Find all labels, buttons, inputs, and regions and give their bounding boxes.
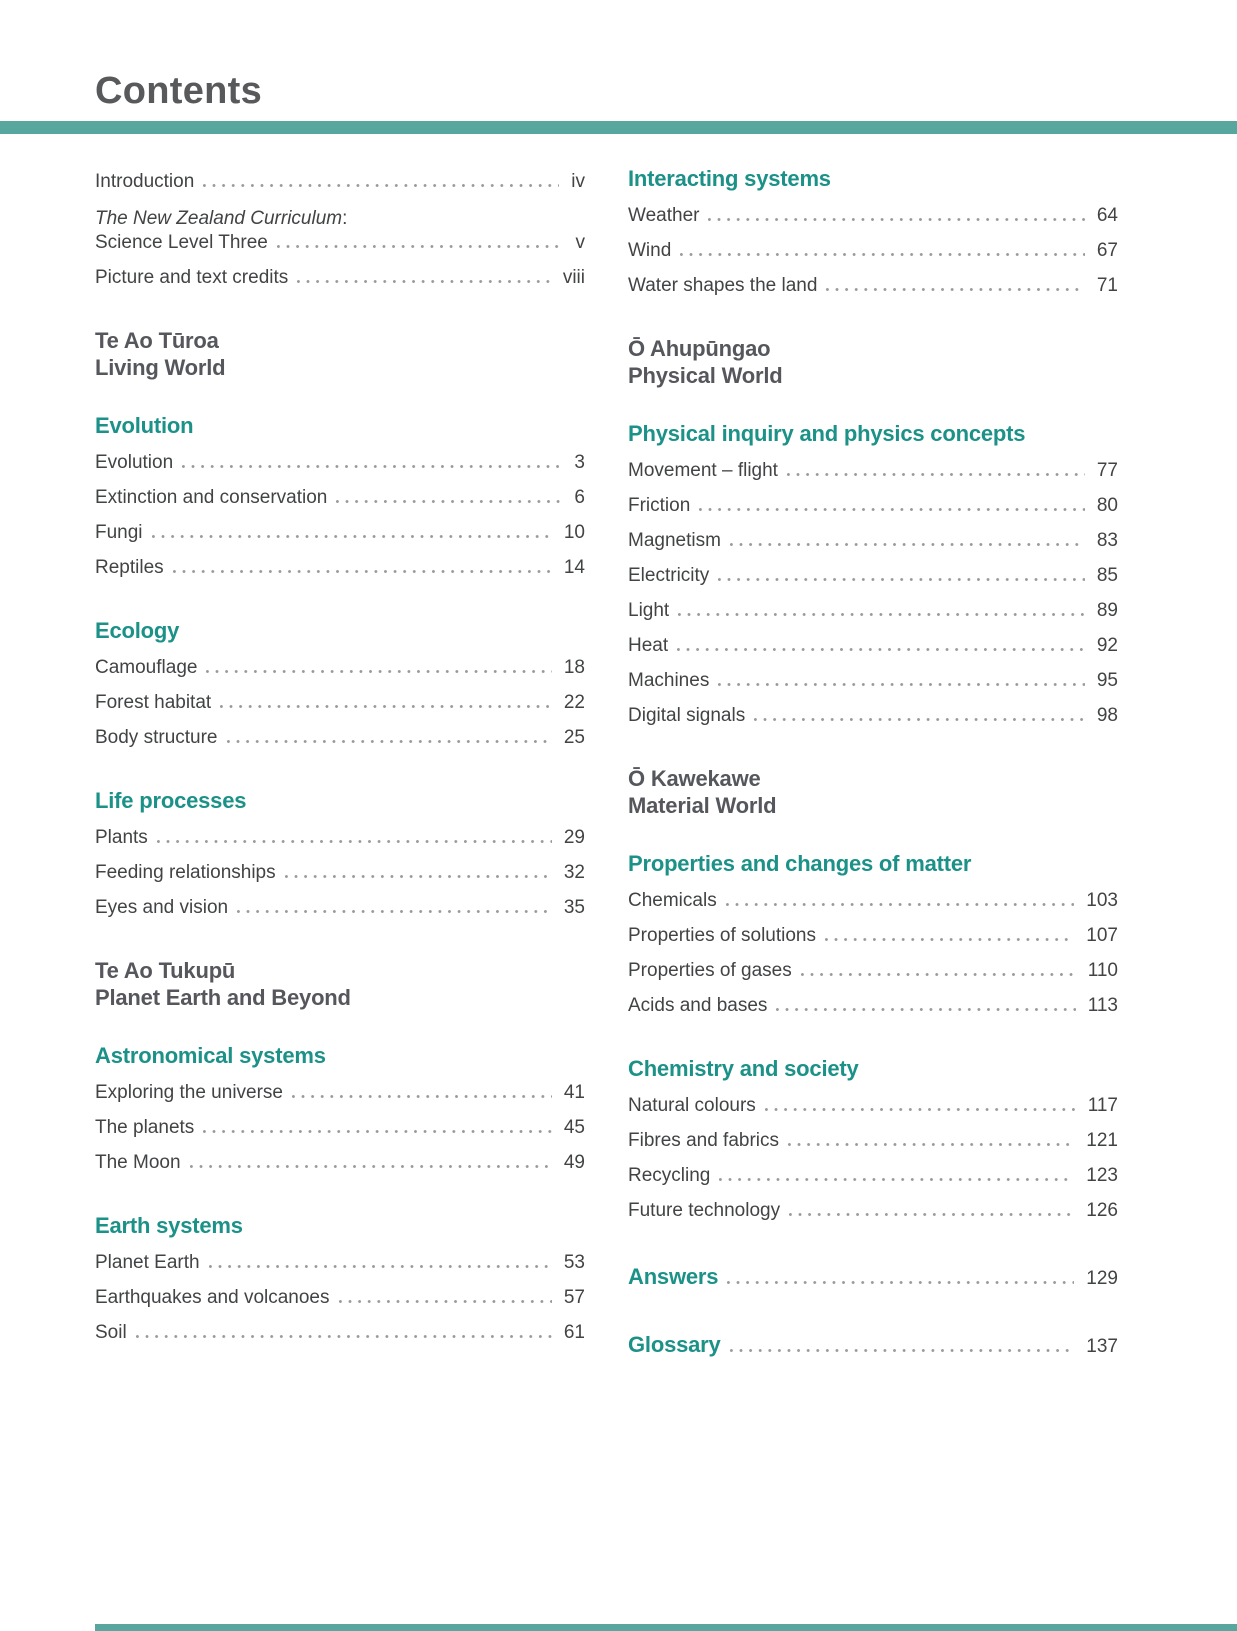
toc-entry <box>95 551 585 586</box>
toc-entry-label: Science Level Three <box>95 232 268 253</box>
strand-title-maori: Te Ao Tūroa <box>95 328 219 353</box>
toc-entry-page: 113 <box>1087 995 1118 1016</box>
toc-entry-page: 41 <box>563 1082 585 1103</box>
dot-leader <box>727 1281 1074 1284</box>
toc-entry-page: 32 <box>563 862 585 883</box>
dot-leader <box>182 465 562 468</box>
toc-entry-label: Eyes and vision <box>95 897 229 918</box>
toc-entry-label: Weather <box>628 205 700 226</box>
toc-entry-label: Machines <box>628 670 710 691</box>
dot-leader <box>718 683 1085 686</box>
section-link-label: Glossary <box>628 1332 721 1357</box>
dot-leader <box>708 218 1084 221</box>
toc-entry <box>95 516 585 551</box>
toc-entry-page: 107 <box>1086 925 1118 946</box>
section-heading: Interacting systems <box>628 166 831 191</box>
toc-entry-label: Planet Earth <box>95 1252 200 1273</box>
toc-entry <box>95 481 585 516</box>
toc-block-section <box>95 787 585 926</box>
toc-entry-label: Feeding relationships <box>95 862 276 883</box>
dot-leader <box>789 1213 1074 1216</box>
dot-leader <box>152 535 552 538</box>
strand-title-english: Planet Earth and Beyond <box>95 985 351 1010</box>
toc-entry-page: 137 <box>1086 1336 1118 1357</box>
dot-leader <box>730 1349 1075 1352</box>
toc-entry <box>628 234 1118 269</box>
strand-title-english: Physical World <box>628 363 783 388</box>
dot-leader <box>227 740 552 743</box>
dot-leader <box>136 1335 552 1338</box>
toc-block-group <box>95 327 585 381</box>
section-heading: Ecology <box>95 618 180 643</box>
dot-leader <box>776 1008 1075 1011</box>
dot-leader <box>719 1178 1074 1181</box>
toc-entry-page: 29 <box>563 827 585 848</box>
toc-entry-page: 49 <box>563 1152 585 1173</box>
toc-entry <box>628 594 1118 629</box>
toc-entry-label: Friction <box>628 495 691 516</box>
toc-block-section <box>628 850 1118 1024</box>
dot-leader <box>237 910 552 913</box>
toc-entry-page: v <box>575 232 585 253</box>
toc-block-entries <box>95 165 585 296</box>
toc-entry-page: 71 <box>1096 275 1118 296</box>
section-heading: Life processes <box>95 788 247 813</box>
dot-leader <box>825 938 1074 941</box>
toc-entry-page: 129 <box>1086 1268 1118 1289</box>
dot-leader <box>190 1165 552 1168</box>
dot-leader <box>754 718 1085 721</box>
dot-leader <box>297 280 551 283</box>
toc-entry-label: Magnetism <box>628 530 721 551</box>
toc-entry-page: 92 <box>1096 635 1118 656</box>
toc-entry-label: Evolution <box>95 452 174 473</box>
toc-entry-label: Movement – flight <box>628 460 778 481</box>
toc-entry-label: Fungi <box>95 522 143 543</box>
toc-entry <box>628 1194 1118 1229</box>
dot-leader <box>173 570 552 573</box>
toc-entry-label: Extinction and conservation <box>95 487 328 508</box>
toc-entry <box>95 1146 585 1181</box>
toc-columns <box>0 134 1237 1365</box>
toc-entry-label: Future technology <box>628 1200 781 1221</box>
toc-entry-page: 61 <box>563 1322 585 1343</box>
toc-entry-label: Properties of gases <box>628 960 792 981</box>
dot-leader <box>788 1143 1074 1146</box>
toc-entry-label: Fibres and fabrics <box>628 1130 780 1151</box>
toc-entry-page: 89 <box>1096 600 1118 621</box>
toc-block-single <box>628 1260 1118 1297</box>
toc-entry-page: 123 <box>1086 1165 1118 1186</box>
toc-entry-title-line <box>95 207 585 231</box>
toc-entry-label: Picture and text credits <box>95 267 289 288</box>
toc-entry-label: Properties of solutions <box>628 925 816 946</box>
toc-entry-label-suffix: : <box>342 208 348 229</box>
strand-title-english: Material World <box>628 793 777 818</box>
dot-leader <box>220 705 552 708</box>
section-heading: Chemistry and society <box>628 1056 859 1081</box>
toc-entry-label: Body structure <box>95 727 218 748</box>
toc-entry-page: 22 <box>563 692 585 713</box>
toc-column-right <box>628 165 1118 1365</box>
toc-entry-page: 18 <box>563 657 585 678</box>
toc-block-section <box>628 1055 1118 1229</box>
toc-entry <box>628 884 1118 919</box>
toc-entry-page: 53 <box>563 1252 585 1273</box>
dot-leader <box>826 288 1084 291</box>
toc-entry-label: Light <box>628 600 670 621</box>
toc-block-single <box>628 1328 1118 1365</box>
toc-entry-label: Electricity <box>628 565 710 586</box>
dot-leader <box>787 473 1085 476</box>
toc-block-group <box>628 765 1118 819</box>
toc-entry <box>95 200 585 261</box>
toc-entry-label: Earthquakes and volcanoes <box>95 1287 330 1308</box>
section-heading: Evolution <box>95 413 194 438</box>
toc-entry-label: Exploring the universe <box>95 1082 283 1103</box>
toc-block-section <box>628 165 1118 304</box>
toc-entry-label-italic: The New Zealand Curriculum <box>95 208 343 229</box>
dot-leader <box>285 875 552 878</box>
dot-leader <box>730 543 1085 546</box>
toc-entry-page: 80 <box>1096 495 1118 516</box>
toc-entry <box>628 629 1118 664</box>
dot-leader <box>699 508 1085 511</box>
dot-leader <box>726 903 1075 906</box>
toc-entry <box>628 1159 1118 1194</box>
toc-entry-label: Chemicals <box>628 890 717 911</box>
toc-entry <box>628 489 1118 524</box>
dot-leader <box>203 1130 552 1133</box>
toc-entry-page: 110 <box>1087 960 1118 981</box>
toc-block-group <box>628 335 1118 389</box>
toc-block-section <box>628 420 1118 734</box>
toc-entry-page: 45 <box>563 1117 585 1138</box>
toc-entry <box>95 891 585 926</box>
toc-entry <box>95 1281 585 1316</box>
toc-entry-page: 3 <box>574 452 585 473</box>
toc-entry-label: Heat <box>628 635 669 656</box>
toc-entry-page: 77 <box>1096 460 1118 481</box>
strand-title-maori: Te Ao Tukupū <box>95 958 236 983</box>
dot-leader <box>678 613 1085 616</box>
page-title: Contents <box>95 70 263 112</box>
toc-block-section <box>95 1042 585 1181</box>
toc-entry <box>628 1089 1118 1124</box>
toc-entry <box>628 199 1118 234</box>
section-link-label: Answers <box>628 1264 719 1289</box>
toc-entry <box>95 856 585 891</box>
toc-entry-page: 117 <box>1087 1095 1118 1116</box>
toc-entry-label: Natural colours <box>628 1095 756 1116</box>
toc-entry-label: Water shapes the land <box>628 275 818 296</box>
toc-entry-page: 64 <box>1096 205 1118 226</box>
toc-entry <box>95 1076 585 1111</box>
toc-entry-page: 95 <box>1096 670 1118 691</box>
toc-entry-page: 10 <box>563 522 585 543</box>
toc-entry-label: Digital signals <box>628 705 746 726</box>
dot-leader <box>157 840 552 843</box>
toc-entry-label: Plants <box>95 827 148 848</box>
toc-entry <box>628 989 1118 1024</box>
toc-entry-page: 85 <box>1096 565 1118 586</box>
toc-entry-label: Introduction <box>95 171 195 192</box>
toc-entry <box>628 919 1118 954</box>
toc-entry <box>628 954 1118 989</box>
dot-leader <box>801 973 1076 976</box>
page-header <box>0 0 1237 112</box>
toc-entry-label: Soil <box>95 1322 127 1343</box>
toc-entry-page: 103 <box>1086 890 1118 911</box>
toc-entry <box>95 165 585 200</box>
dot-leader <box>209 1265 552 1268</box>
bottom-divider-bar <box>95 1624 1237 1631</box>
toc-entry <box>628 559 1118 594</box>
dot-leader <box>718 578 1085 581</box>
toc-column-left <box>95 165 585 1365</box>
toc-entry-page: viii <box>562 267 585 288</box>
toc-block-section <box>95 617 585 756</box>
toc-entry <box>95 721 585 756</box>
toc-entry-page: 57 <box>563 1287 585 1308</box>
dot-leader <box>292 1095 552 1098</box>
toc-entry-page: 35 <box>563 897 585 918</box>
dot-leader <box>677 648 1085 651</box>
toc-block-section <box>95 1212 585 1351</box>
strand-title-maori: Ō Kawekawe <box>628 766 761 791</box>
toc-entry-label: Acids and bases <box>628 995 768 1016</box>
dot-leader <box>765 1108 1076 1111</box>
toc-entry-subtitle-line <box>95 233 585 253</box>
toc-entry <box>95 1111 585 1146</box>
dot-leader <box>680 253 1085 256</box>
top-divider-bar <box>0 121 1237 134</box>
toc-entry <box>628 664 1118 699</box>
toc-entry <box>95 1246 585 1281</box>
toc-entry <box>95 821 585 856</box>
toc-entry-page: 83 <box>1096 530 1118 551</box>
toc-entry <box>628 269 1118 304</box>
section-heading: Physical inquiry and physics concepts <box>628 421 1026 446</box>
toc-entry-page: 67 <box>1096 240 1118 261</box>
toc-entry-label: The planets <box>95 1117 195 1138</box>
dot-leader <box>206 670 551 673</box>
toc-entry <box>95 1316 585 1351</box>
toc-entry-label: Wind <box>628 240 672 261</box>
toc-entry-label: Forest habitat <box>95 692 212 713</box>
toc-entry-page: 14 <box>563 557 585 578</box>
dot-leader <box>339 1300 552 1303</box>
toc-entry <box>628 1124 1118 1159</box>
toc-entry <box>628 454 1118 489</box>
toc-entry <box>95 261 585 296</box>
dot-leader <box>277 245 564 248</box>
section-heading: Astronomical systems <box>95 1043 326 1068</box>
toc-entry-page: 25 <box>563 727 585 748</box>
toc-entry-page: 6 <box>574 487 585 508</box>
toc-entry-page: 98 <box>1096 705 1118 726</box>
dot-leader <box>336 500 562 503</box>
toc-entry <box>628 1328 1118 1365</box>
toc-block-group <box>95 957 585 1011</box>
toc-entry-label: Camouflage <box>95 657 198 678</box>
toc-entry-page: 121 <box>1086 1130 1118 1151</box>
toc-entry <box>95 686 585 721</box>
toc-entry <box>628 1260 1118 1297</box>
section-heading: Properties and changes of matter <box>628 851 972 876</box>
strand-title-maori: Ō Ahupūngao <box>628 336 771 361</box>
toc-entry-page: 126 <box>1086 1200 1118 1221</box>
toc-entry-page: iv <box>571 171 585 192</box>
toc-entry <box>628 524 1118 559</box>
toc-entry <box>628 699 1118 734</box>
toc-entry-label: Recycling <box>628 1165 711 1186</box>
toc-entry <box>95 651 585 686</box>
dot-leader <box>203 184 559 187</box>
toc-entry <box>95 446 585 481</box>
strand-title-english: Living World <box>95 355 226 380</box>
toc-entry-label: Reptiles <box>95 557 164 578</box>
toc-block-section <box>95 412 585 586</box>
toc-entry-label: The Moon <box>95 1152 181 1173</box>
section-heading: Earth systems <box>95 1213 243 1238</box>
